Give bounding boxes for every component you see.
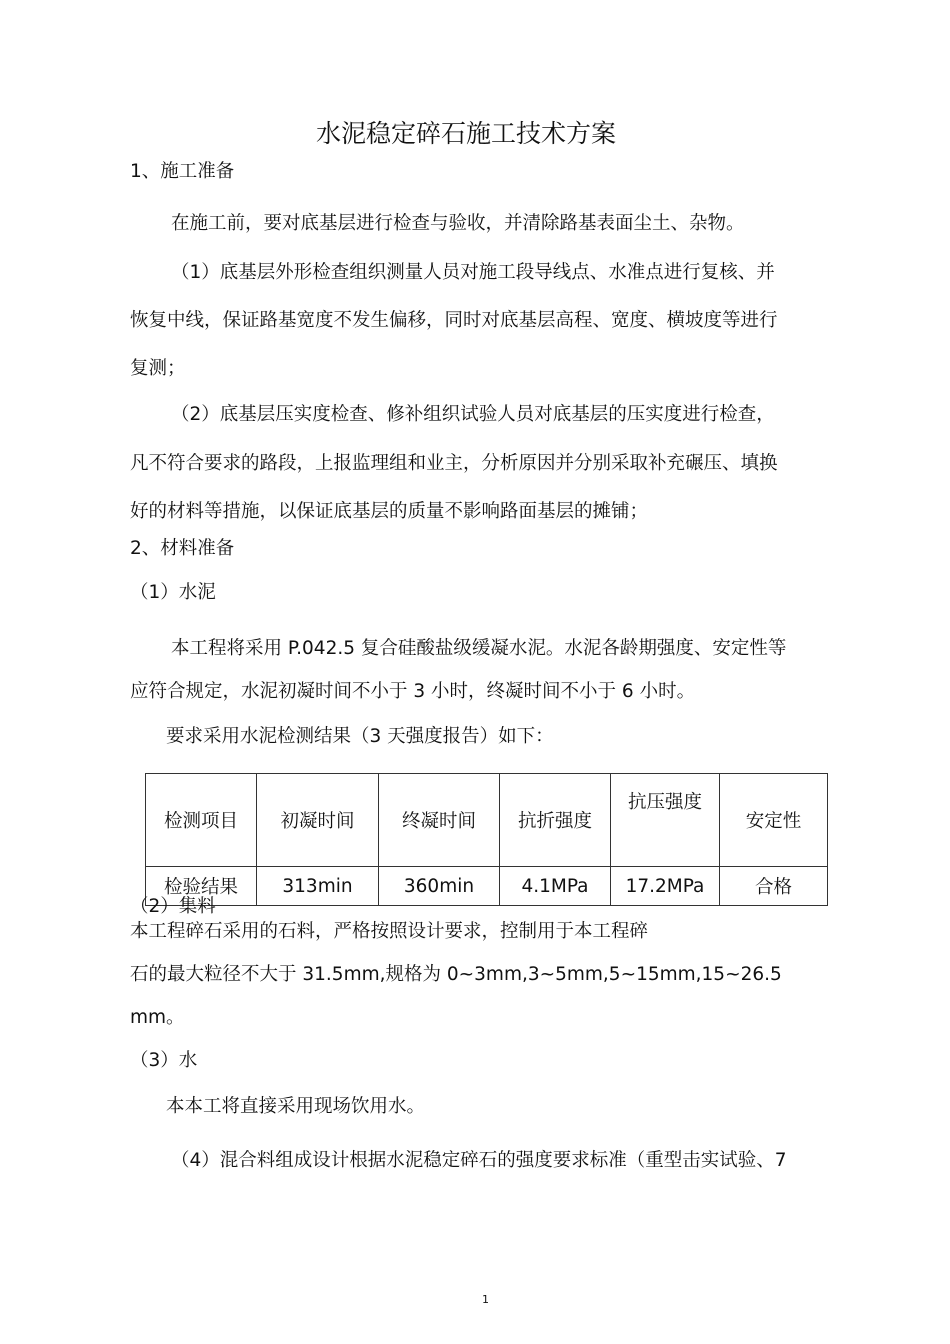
- table-cell: 360min: [379, 867, 500, 906]
- paragraph-line: 凡不符合要求的路段，上报监理组和业主，分析原因并分别采取补充碾压、填换: [130, 453, 778, 474]
- page-number: 1: [482, 1293, 489, 1306]
- table-header-cell: 抗压强度: [611, 774, 720, 867]
- table-row: [146, 867, 828, 906]
- table-header-cell: 安定性: [720, 774, 828, 867]
- section-heading: 2、材料准备: [130, 538, 235, 559]
- paragraph-line: 应符合规定，水泥初凝时间不小于 3 小时，终凝时间不小于 6 小时。: [130, 681, 696, 702]
- table-header-cell: 检测项目: [146, 774, 257, 867]
- subsection-heading: （3）水: [130, 1050, 198, 1071]
- cement-test-results-table: [145, 773, 828, 906]
- table-cell: 检验结果: [146, 867, 257, 906]
- paragraph-line: 在施工前，要对底基层进行检查与验收，并清除路基表面尘土、杂物。: [171, 213, 745, 234]
- paragraph-line: mm。: [130, 1007, 185, 1028]
- paragraph-line: 恢复中线，保证路基宽度不发生偏移，同时对底基层高程、宽度、横坡度等进行: [130, 310, 778, 331]
- table-header-row: [146, 774, 828, 867]
- paragraph-line: （1）底基层外形检查组织测量人员对施工段导线点、水准点进行复核、并: [171, 262, 775, 283]
- paragraph-line: （4）混合料组成设计根据水泥稳定碎石的强度要求标准（重型击实试验、7: [171, 1150, 787, 1171]
- table-header-cell: 终凝时间: [379, 774, 500, 867]
- table-cell: 4.1MPa: [500, 867, 611, 906]
- subsection-heading: （1）水泥: [130, 582, 216, 603]
- paragraph-line: 要求采用水泥检测结果（3 天强度报告）如下：: [166, 726, 554, 747]
- table-cell: 合格: [720, 867, 828, 906]
- paragraph-line: 本工程碎石采用的石料，严格按照设计要求，控制用于本工程碎: [130, 921, 649, 942]
- paragraph-line: 本本工将直接采用现场饮用水。: [166, 1096, 426, 1117]
- paragraph-line: 石的最大粒径不大于 31.5mm,规格为 0~3mm,3~5mm,5~15mm,15~26.5: [130, 964, 782, 985]
- table-cell: 313min: [257, 867, 379, 906]
- section-heading: 1、施工准备: [130, 161, 235, 182]
- paragraph-line: 本工程将采用 P.042.5 复合硅酸盐级缓凝水泥。水泥各龄期强度、安定性等: [171, 638, 787, 659]
- table-header-cell: 初凝时间: [257, 774, 379, 867]
- table-cell: 17.2MPa: [611, 867, 720, 906]
- subsection-heading: （2）集料: [130, 896, 216, 917]
- paragraph-line: 复测；: [130, 358, 186, 379]
- paragraph-line: 好的材料等措施，以保证底基层的质量不影响路面基层的摊铺；: [130, 501, 649, 522]
- page-title: 水泥稳定碎石施工技术方案: [316, 119, 617, 148]
- table-header-cell: 抗折强度: [500, 774, 611, 867]
- paragraph-line: （2）底基层压实度检查、修补组织试验人员对底基层的压实度进行检查，: [171, 404, 775, 425]
